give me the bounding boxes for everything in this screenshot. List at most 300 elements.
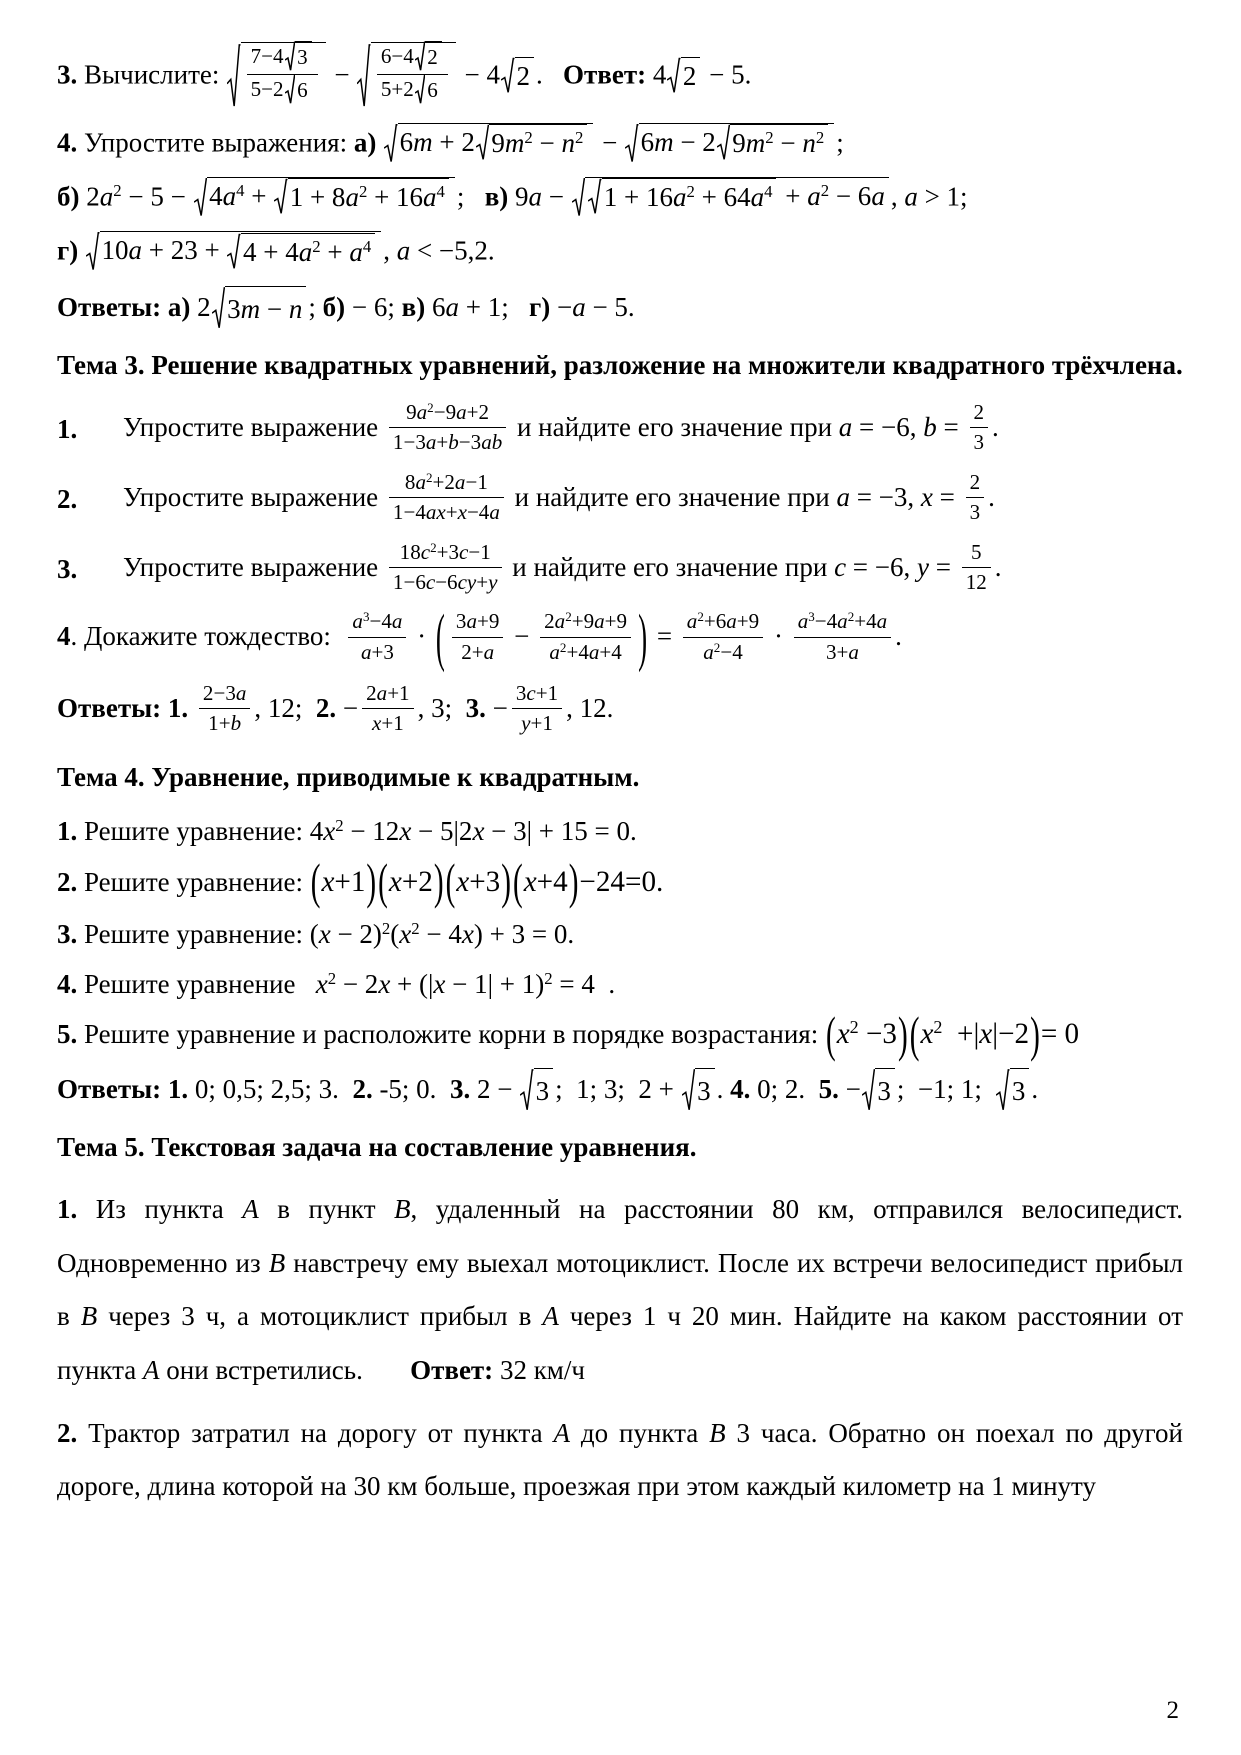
- i-el: c: [526, 681, 536, 706]
- radicand: $1 + 8a^2 + 16a^4$: [288, 178, 449, 215]
- path-el: [415, 42, 426, 70]
- span-el: 2: [970, 399, 989, 428]
- i-el: a: [528, 181, 543, 212]
- sup-el: 4: [362, 236, 372, 256]
- tall-paren: (: [445, 855, 456, 910]
- theme4-problem-3: 3. Решите уравнение: $(x - 2)^2(x^2 - 4x) + 3 = 0$.: [57, 919, 575, 950]
- theme3-item-1: [57, 401, 1183, 459]
- span-el: $a^2+4a+4$: [549, 639, 622, 664]
- i-el: a: [396, 235, 411, 266]
- math-inline: (x+1)(x+2)(x+3)(x+4)−24=0.: [310, 866, 664, 898]
- sup-el: 2: [933, 1017, 943, 1038]
- radical-sign-icon: [274, 178, 288, 215]
- fraction: [540, 608, 631, 666]
- b-el: 3.: [465, 693, 486, 724]
- radical-sign-icon: [384, 123, 398, 163]
- b-el: а): [353, 127, 377, 158]
- i-el: y: [488, 569, 498, 594]
- sqrt-expression: [86, 231, 381, 271]
- i-el: x: [461, 919, 474, 950]
- span-el: $a^2+6a+9$: [683, 608, 763, 637]
- i-el: m: [504, 128, 525, 159]
- i-el: c: [420, 539, 431, 564]
- page-number: 2: [1166, 1696, 1179, 1724]
- theme4-problem-4: 4. Решите уравнение $x^2 - 2x + (|x - 1| + 1)^2 = 4$ .: [57, 968, 616, 999]
- i-el: c: [425, 569, 436, 594]
- i-el: B: [394, 1194, 411, 1225]
- path-el: [476, 126, 490, 160]
- fraction: [970, 399, 989, 457]
- i-el: a: [425, 430, 437, 455]
- i-el: a: [848, 639, 859, 664]
- fraction: [389, 399, 506, 457]
- sqrt-expression: [862, 1068, 895, 1112]
- i-el: x: [920, 1018, 934, 1051]
- sup-el: 4: [764, 182, 773, 202]
- radicand: 6m − 2 $9m^2 - n^2$: [639, 123, 835, 163]
- sqrt-expression: [384, 123, 593, 163]
- b-el: 4: [57, 621, 71, 652]
- path-el: [86, 233, 100, 270]
- path-el: [682, 1070, 696, 1110]
- radical-sign-icon: [572, 177, 586, 217]
- radical-sign-icon: [227, 233, 241, 270]
- sup-el: 2: [686, 182, 695, 202]
- b-el: 3.: [57, 59, 78, 90]
- sup-el: 2: [358, 182, 368, 202]
- item-number: 1.: [57, 414, 78, 445]
- i-el: A: [242, 1194, 259, 1225]
- b-el: 2.: [315, 693, 337, 724]
- theme4-heading: Тема 4. Уравнение, приводимые к квадратным.: [57, 761, 640, 792]
- span-el: 5: [962, 539, 991, 568]
- span-el: 5+2 6: [377, 75, 448, 106]
- span-el: $2a^2+9a+9$: [540, 608, 631, 637]
- i-el: m: [745, 128, 766, 159]
- i-el: b: [448, 430, 459, 455]
- radicand: 3: [1010, 1068, 1030, 1112]
- sqrt-expression: [285, 41, 312, 71]
- span-el: 6−4 2: [377, 43, 448, 75]
- i-el: x: [399, 919, 412, 950]
- i-el: x: [371, 711, 382, 736]
- i-el: A: [143, 1354, 160, 1385]
- sqrt-expression: [572, 177, 889, 217]
- span-el: 3a+9: [452, 608, 503, 637]
- radicand: 3: [534, 1068, 554, 1112]
- i-el: a: [836, 481, 850, 512]
- path-el: [572, 179, 586, 216]
- path-el: [415, 76, 426, 104]
- sqrt-expression: [667, 57, 700, 94]
- sup-el: 2: [815, 127, 825, 147]
- fraction: [683, 608, 763, 666]
- i-el: a: [466, 609, 477, 634]
- sup-el: 2: [427, 399, 434, 415]
- radicand: $1 + 16a^2 + 64a^4$ + $a^2 - 6a$: [585, 177, 889, 217]
- path-el: [285, 42, 296, 70]
- path-el: [212, 288, 226, 328]
- tall-paren: ): [433, 855, 444, 910]
- path-el: [996, 1070, 1010, 1110]
- radical-sign-icon: [588, 178, 602, 215]
- span-el: 1−4ax+x−4a: [392, 500, 500, 525]
- b-el: Ответы: 1.: [57, 693, 189, 724]
- sqrt-expression: [212, 286, 307, 330]
- path-el: [625, 124, 639, 161]
- i-el: a: [572, 292, 586, 323]
- radicand: 10a + 23 + $4 + 4a^2 + a^4$: [100, 231, 382, 271]
- path-el: [520, 1070, 534, 1110]
- radicand: 3: [695, 1068, 715, 1112]
- radical-sign-icon: [415, 74, 426, 104]
- radicand: 3: [295, 41, 312, 71]
- fraction: [199, 680, 250, 738]
- radicand: 2: [515, 57, 535, 94]
- i-el: x: [456, 865, 470, 898]
- span-el: 3: [973, 430, 985, 455]
- tall-paren: (: [909, 1008, 920, 1063]
- theme4-problem-5: 5. Решите уравнение и расположите корни в порядке возрастания: $(x^2 -3)(x^2 +|x|-2)= 0$: [57, 1015, 1183, 1056]
- i-el: a: [807, 180, 821, 211]
- span-el: 3c+1: [512, 680, 562, 709]
- theme3-problem-4: 4. Докажите тождество: $\frac{a^3-4a}{a+3}$ · ( $\frac{3a+9}{2+a}$ − $\frac{2a^2+9a+9}{a^2+4a+4}$ ) = $\frac{a^2+6a+9}{a^2-4}$ · $\frac{a^3-4a^2+4a}{3+a}$ .: [57, 610, 1183, 668]
- sup-el: 2: [849, 1017, 859, 1038]
- i-el: B: [80, 1301, 98, 1332]
- problem-4-line-a: 4. Упростите выражения: а) 6m + 2 $9m^2 - n^2$ − 6m − 2 $9m^2 - n^2$ ;: [57, 125, 1183, 165]
- b-el: Ответ:: [410, 1354, 494, 1385]
- radicand: [371, 42, 456, 109]
- radical-sign-icon: [682, 1068, 696, 1112]
- i-el: a: [554, 609, 566, 634]
- radical-sign-icon: [212, 286, 226, 330]
- path-el: [717, 126, 731, 160]
- i-el: n: [561, 128, 575, 159]
- tall-paren: ): [501, 855, 511, 910]
- b-el: в): [401, 292, 426, 323]
- i-el: a: [838, 412, 853, 443]
- theme4-problem-1: 1. Решите уравнение: $4x^2 - 12x - 5|2x - 3| + 15 = 0$.: [57, 815, 637, 847]
- sup-el: 2: [335, 815, 344, 835]
- span-el: y+1: [521, 711, 553, 736]
- theme5-problem-2: 2. Трактор затратил на дорогу от пункта A до пункта B 3 часа. Обратно он поехал по другой дороге, длина которой на 30 км больше, проезжая при этом каждый километр на 1 минуту: [57, 1417, 1183, 1502]
- i-el: a: [876, 609, 888, 634]
- sup-el: 2: [820, 180, 830, 200]
- span-el: 1−6c−6cy+y: [392, 569, 498, 594]
- i-el: x: [315, 968, 328, 999]
- theme3-item-2: [57, 471, 1183, 529]
- i-el: x: [457, 500, 467, 525]
- i-el: a: [352, 609, 363, 634]
- tall-paren: ): [366, 855, 377, 910]
- i-el: A: [553, 1417, 571, 1448]
- i-el: a: [423, 182, 437, 213]
- item-body: Упростите выражение $\frac{8a^2+2a-1}{1-4ax+x-4a}$ и найдите его значение при a = −3, x = $\frac{2}{3}$ .: [123, 471, 1183, 529]
- radicand: $1 + 16a^2 + 64a^4$: [602, 178, 777, 215]
- fraction: [962, 539, 991, 597]
- i-el: a: [797, 609, 809, 634]
- item-body: Упростите выражение $\frac{18c^2+3c-1}{1-6c-6cy+y}$ и найдите его значение при c = −6, y = $\frac{5}{12}$ .: [123, 541, 1183, 599]
- sup-el: 2: [312, 236, 321, 256]
- sup-el: 2: [430, 539, 437, 555]
- i-el: B: [709, 1417, 726, 1448]
- span-el: $a^3-4a$: [348, 608, 406, 637]
- radicand: 6: [425, 74, 442, 104]
- i-el: a: [672, 182, 687, 213]
- path-el: [501, 59, 515, 93]
- fraction: [452, 608, 503, 666]
- tall-paren: (: [310, 855, 321, 910]
- sqrt-expression: [501, 57, 534, 94]
- sup-el: 2: [381, 919, 391, 939]
- radical-sign-icon: [285, 41, 296, 71]
- radical-sign-icon: [86, 231, 100, 271]
- i-el: a: [376, 681, 388, 706]
- theme5-problem-1: 1. Из пункта A в пункт B, удаленный на расстоянии 80 км, отправился велосипедист. Одновременно из B навстречу ему выехал мотоциклист. После их встречи велосипедист прибыл в B через 3 ч, а мотоциклист прибыл в A через 1 ч 20 мин. Найдите на каком расстоянии от пункта A они встретились. Ответ: 32 км/ч: [57, 1194, 1184, 1385]
- path-el: [588, 180, 602, 214]
- radical-sign-icon: [667, 57, 681, 94]
- sup-el: 4: [436, 182, 445, 202]
- sqrt-expression: [717, 124, 828, 161]
- path-el: [862, 1070, 876, 1110]
- sqrt-expression: [285, 74, 312, 104]
- span-el: 2a+1: [362, 680, 413, 709]
- i-el: x: [472, 816, 485, 847]
- tall-paren: (: [378, 855, 388, 910]
- sup-el: 2: [327, 968, 337, 988]
- i-el: a: [549, 639, 560, 664]
- b-el: 5.: [818, 1074, 839, 1105]
- sqrt-expression: [476, 124, 587, 161]
- sup-el: 2: [765, 127, 774, 147]
- tall-paren: (: [825, 1008, 836, 1063]
- path-el: [194, 179, 208, 216]
- i-el: a: [99, 181, 114, 212]
- math-inline: $(x^2 -3)(x^2 +|x|-2)= 0$: [825, 1018, 1079, 1050]
- radical-sign-icon: [625, 123, 639, 163]
- i-el: y: [917, 551, 929, 582]
- b-el: 4.: [57, 968, 78, 999]
- sqrt-expression: [415, 41, 442, 71]
- b-el: 3.: [449, 1074, 471, 1105]
- span-el: 2−3a: [199, 680, 250, 709]
- radical-sign-icon: [285, 74, 296, 104]
- path-el: [384, 124, 398, 161]
- i-el: a: [703, 639, 714, 664]
- i-el: a: [454, 469, 466, 494]
- radical-sign-icon: [357, 42, 371, 109]
- span-el: x+1: [371, 711, 404, 736]
- theme5-heading: Тема 5. Текстовая задача на составление уравнения.: [57, 1131, 697, 1162]
- sqrt-expression: [520, 1068, 553, 1112]
- fraction: [377, 43, 448, 107]
- problem-4-line-g: г) 10a + 23 + $4 + 4a^2 + a^4$ , a < −5,2.: [57, 233, 1183, 273]
- i-el: a: [298, 236, 313, 267]
- path-el: [667, 59, 681, 93]
- path-el: [357, 45, 371, 106]
- span-el: $9a^2-9a+2$: [389, 399, 506, 428]
- i-el: m: [240, 294, 261, 325]
- sup-el: 2: [524, 127, 533, 147]
- i-el: m: [413, 126, 433, 157]
- sqrt-expression: [682, 1068, 715, 1112]
- b-el: 1.: [57, 1194, 78, 1225]
- sqrt-expression: [625, 123, 834, 163]
- i-el: x: [388, 865, 402, 898]
- radicand: $4a^4$ + $1 + 8a^2 + 16a^4$: [207, 177, 455, 217]
- span-el: $a^3-4a^2+4a$: [794, 608, 891, 637]
- sup-el: 2: [713, 639, 721, 655]
- radicand: $9m^2 - n^2$: [489, 124, 587, 161]
- radical-sign-icon: [227, 42, 241, 109]
- radical-sign-icon: [717, 124, 731, 161]
- span-el: 3+a: [825, 639, 859, 664]
- sup-el: 2: [574, 127, 584, 147]
- problem-3-line: 3. Вычислите: 7−4 3 5−2 6 − 6−4 2 5+2 6 − 4 2 . Ответ: 4 2 − 5.: [57, 44, 1183, 111]
- sup-el: 3: [362, 609, 370, 625]
- radicand: 3: [875, 1068, 895, 1112]
- i-el: a: [726, 609, 737, 634]
- i-el: x: [318, 919, 331, 950]
- sup-el: 2: [113, 181, 122, 201]
- b-el: 2.: [352, 1074, 373, 1105]
- span-el: 7−4 3: [247, 43, 318, 75]
- sqrt-expression: [588, 178, 776, 215]
- span-el: 1+b: [208, 711, 242, 736]
- i-el: A: [542, 1301, 559, 1332]
- big-paren: ): [638, 601, 648, 674]
- sqrt-expression: [227, 233, 375, 270]
- item-body: Упростите выражение $\frac{9a^2-9a+2}{1-3a+b-3ab}$ и найдите его значение при a = −6, b = $\frac{2}{3}$ .: [123, 401, 1183, 459]
- i-el: a: [483, 639, 495, 664]
- span-el: a+3: [360, 639, 394, 664]
- b-el: Ответ:: [563, 59, 647, 90]
- i-el: a: [837, 609, 848, 634]
- i-el: a: [349, 236, 363, 267]
- i-el: a: [416, 400, 428, 425]
- radical-sign-icon: [862, 1068, 876, 1112]
- span-el: $a^2-4$: [703, 639, 743, 664]
- i-el: c: [459, 539, 469, 564]
- i-el: x: [523, 865, 537, 898]
- tall-paren: (: [512, 855, 523, 910]
- i-el: a: [456, 400, 467, 425]
- radical-sign-icon: [194, 177, 208, 217]
- sup-el: 2: [544, 968, 553, 988]
- theme4-answers: Ответы: 1. 0; 0,5; 2,5; 3. 2. -5; 0. 3. 2 − 3 ; 1; 3; 2 + 3 . 4. 0; 2. 5. − 3 ; −1; 1; 3 .: [57, 1069, 1183, 1114]
- i-el: c: [834, 551, 847, 582]
- path-el: [227, 45, 241, 106]
- sqrt-expression: [194, 177, 455, 217]
- i-el: x: [433, 968, 446, 999]
- radical-sign-icon: [415, 41, 426, 71]
- fraction: [389, 469, 504, 527]
- i-el: n: [288, 294, 303, 325]
- i-el: a: [222, 180, 237, 211]
- sup-el: 2: [697, 609, 704, 625]
- fraction: [389, 539, 502, 597]
- i-el: a: [871, 180, 885, 211]
- sqrt-expression: [227, 42, 325, 109]
- b-el: в): [484, 181, 509, 212]
- path-el: [227, 234, 241, 268]
- i-el: a: [345, 182, 359, 213]
- sup-el: 3: [808, 609, 815, 625]
- b-el: г): [528, 292, 551, 323]
- i-el: a: [391, 609, 403, 634]
- b-el: б): [57, 181, 80, 212]
- theme3-heading: Тема 3. Решение квадратных уравнений, разложение на множители квадратного трёхчлена.: [57, 349, 1183, 380]
- fraction: [247, 43, 318, 107]
- radical-sign-icon: [476, 124, 490, 161]
- i-el: x: [323, 816, 336, 847]
- i-el: a: [588, 639, 600, 664]
- path-el: [274, 180, 288, 214]
- sup-el: 2: [847, 609, 855, 625]
- b-el: 3.: [57, 919, 78, 950]
- radicand: 2: [681, 57, 701, 94]
- i-el: a: [686, 609, 698, 634]
- fraction: [512, 680, 562, 738]
- item-number: 3.: [57, 553, 78, 584]
- fraction: [362, 680, 413, 738]
- i-el: cy: [457, 569, 477, 594]
- i-el: x: [378, 968, 391, 999]
- i-el: a: [489, 500, 500, 525]
- i-el: a: [360, 639, 372, 664]
- fraction: [966, 469, 985, 527]
- sup-el: 4: [236, 180, 245, 200]
- b-el: б): [322, 292, 346, 323]
- tall-paren: ): [898, 1008, 908, 1063]
- span-el: $18c^2+3c-1$: [389, 539, 502, 568]
- b-el: 2.: [57, 866, 78, 897]
- radicand: 6m + 2 $9m^2 - n^2$: [398, 123, 594, 163]
- sup-el: 2: [565, 609, 572, 625]
- span-el: 1−3a+b−3ab: [392, 430, 503, 455]
- i-el: B: [268, 1247, 286, 1278]
- radicand: $9m^2 - n^2$: [730, 124, 828, 161]
- i-el: b: [230, 711, 242, 736]
- i-el: ax: [425, 500, 446, 525]
- i-el: a: [750, 182, 765, 213]
- i-el: a: [904, 181, 918, 212]
- sup-el: 2: [411, 919, 420, 939]
- tall-paren: ): [1030, 1008, 1040, 1063]
- i-el: x: [321, 865, 335, 898]
- sqrt-expression: [357, 42, 455, 109]
- sqrt-expression: [996, 1068, 1029, 1112]
- i-el: ab: [481, 430, 503, 455]
- i-el: x: [979, 1018, 993, 1051]
- b-el: 5.: [57, 1019, 78, 1050]
- i-el: b: [923, 412, 937, 443]
- b-el: 2.: [57, 1417, 78, 1448]
- radicand: 2: [425, 41, 442, 71]
- sup-el: 2: [425, 469, 433, 485]
- radicand: [241, 42, 326, 109]
- fraction: [348, 608, 406, 666]
- span-el: 3: [969, 500, 981, 525]
- big-paren: (: [435, 601, 445, 674]
- path-el: [285, 76, 296, 104]
- theme4-problem-2: 2. Решите уравнение: (x+1)(x+2)(x+3)(x+4)−24=0.: [57, 863, 1183, 904]
- span-el: $8a^2+2a-1$: [389, 469, 504, 498]
- tall-paren: ): [568, 855, 579, 910]
- i-el: y: [521, 711, 531, 736]
- radicand: $4 + 4a^2 + a^4$: [241, 233, 375, 270]
- i-el: a: [235, 681, 247, 706]
